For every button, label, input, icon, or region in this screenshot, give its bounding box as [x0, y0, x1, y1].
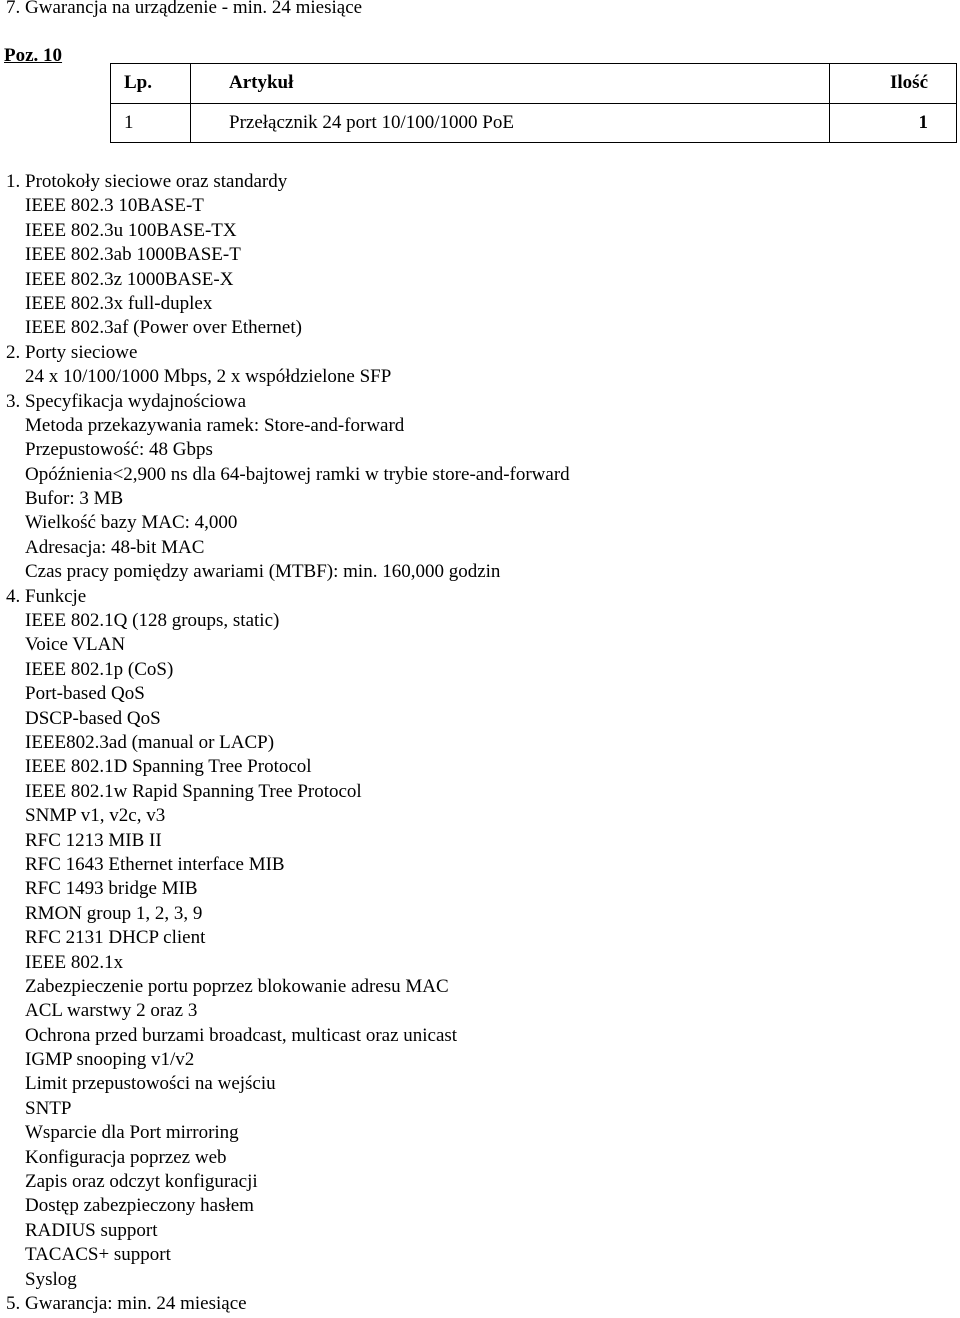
table-row	[111, 103, 957, 143]
item-table	[110, 63, 957, 143]
spec-item: Bufor: 3 MB	[25, 488, 124, 510]
spec-item: RFC 1493 bridge MIB	[25, 878, 198, 900]
spec-item: Zapis oraz odczyt konfiguracji	[25, 1171, 258, 1193]
spec-item: Metoda przekazywania ramek: Store-and-forward	[25, 414, 405, 436]
spec-item: Wsparcie dla Port mirroring	[25, 1122, 239, 1144]
spec-item: Ochrona przed burzami broadcast, multicast oraz unicast	[25, 1024, 458, 1046]
row-article: Przełącznik 24 port 10/100/1000 PoE	[191, 103, 830, 143]
spec-item: RFC 1643 Ethernet interface MIB	[25, 853, 285, 875]
spec-item: Przepustowość: 48 Gbps	[25, 439, 213, 461]
spec-item: ACL warstwy 2 oraz 3	[25, 1000, 198, 1022]
spec-item: Limit przepustowości na wejściu	[25, 1073, 276, 1095]
spec-item: IEEE 802.1w Rapid Spanning Tree Protocol	[25, 780, 362, 802]
row-lp: 1	[111, 103, 191, 143]
spec-item: Zabezpieczenie portu poprzez blokowanie adresu MAC	[25, 975, 449, 997]
spec-item: Wielkość bazy MAC: 4,000	[25, 512, 238, 534]
spec-item: Port-based QoS	[25, 683, 145, 705]
spec-item: Konfiguracja poprzez web	[25, 1146, 227, 1168]
spec-item: 24 x 10/100/1000 Mbps, 2 x współdzielone SFP	[25, 366, 392, 388]
spec-item: Syslog	[25, 1268, 77, 1290]
spec-item: Adresacja: 48-bit MAC	[25, 536, 205, 558]
spec-item: IEEE 802.1Q (128 groups, static)	[25, 610, 280, 632]
spec-item: RMON group 1, 2, 3, 9	[25, 902, 203, 924]
spec-item: IEEE 802.3u 100BASE-TX	[25, 219, 237, 241]
spec-item: IGMP snooping v1/v2	[25, 1049, 195, 1071]
specification-list	[6, 170, 570, 1316]
header-lp: Lp.	[111, 64, 191, 104]
spec-item: IEEE 802.1x	[25, 951, 124, 973]
spec-item: IEEE802.3ad (manual or LACP)	[25, 731, 275, 753]
spec-section-heading: 2. Porty sieciowe	[6, 341, 138, 363]
spec-section-heading: 4. Funkcje	[6, 585, 87, 607]
row-qty: 1	[830, 103, 957, 143]
spec-item: IEEE 802.3x full-duplex	[25, 292, 213, 314]
spec-item: IEEE 802.3z 1000BASE-X	[25, 268, 234, 290]
spec-section-heading: 3. Specyfikacja wydajnościowa	[6, 390, 247, 412]
header-qty: Ilość	[830, 64, 957, 104]
spec-item: SNTP	[25, 1097, 72, 1119]
spec-item: IEEE 802.1p (CoS)	[25, 658, 174, 680]
spec-item: RFC 2131 DHCP client	[25, 927, 206, 949]
spec-item: RADIUS support	[25, 1219, 158, 1241]
spec-section-heading: 5. Gwarancja: min. 24 miesiące	[6, 1292, 247, 1314]
spec-item: Czas pracy pomiędzy awariami (MTBF): min. 160,000 godzin	[25, 561, 501, 583]
spec-item: IEEE 802.3af (Power over Ethernet)	[25, 317, 302, 339]
spec-item: SNMP v1, v2c, v3	[25, 805, 166, 827]
spec-item: Voice VLAN	[25, 634, 126, 656]
spec-item: Opóźnienia<2,900 ns dla 64-bajtowej ramki w trybie store-and-forward	[25, 463, 570, 485]
spec-item: IEEE 802.1D Spanning Tree Protocol	[25, 756, 312, 778]
header-article: Artykuł	[191, 64, 830, 104]
spec-item: Dostęp zabezpieczony hasłem	[25, 1195, 254, 1217]
warranty-device-line: 7. Gwarancja na urządzenie - min. 24 miesiące	[6, 0, 363, 18]
spec-item: TACACS+ support	[25, 1244, 171, 1266]
table-header-row	[111, 64, 957, 104]
spec-item: IEEE 802.3ab 1000BASE-T	[25, 244, 241, 266]
spec-item: IEEE 802.3 10BASE-T	[25, 195, 204, 217]
spec-section-heading: 1. Protokoły sieciowe oraz standardy	[6, 171, 288, 192]
position-label: Poz. 10	[4, 45, 63, 66]
spec-item: DSCP-based QoS	[25, 707, 161, 729]
spec-item: RFC 1213 MIB II	[25, 829, 162, 851]
